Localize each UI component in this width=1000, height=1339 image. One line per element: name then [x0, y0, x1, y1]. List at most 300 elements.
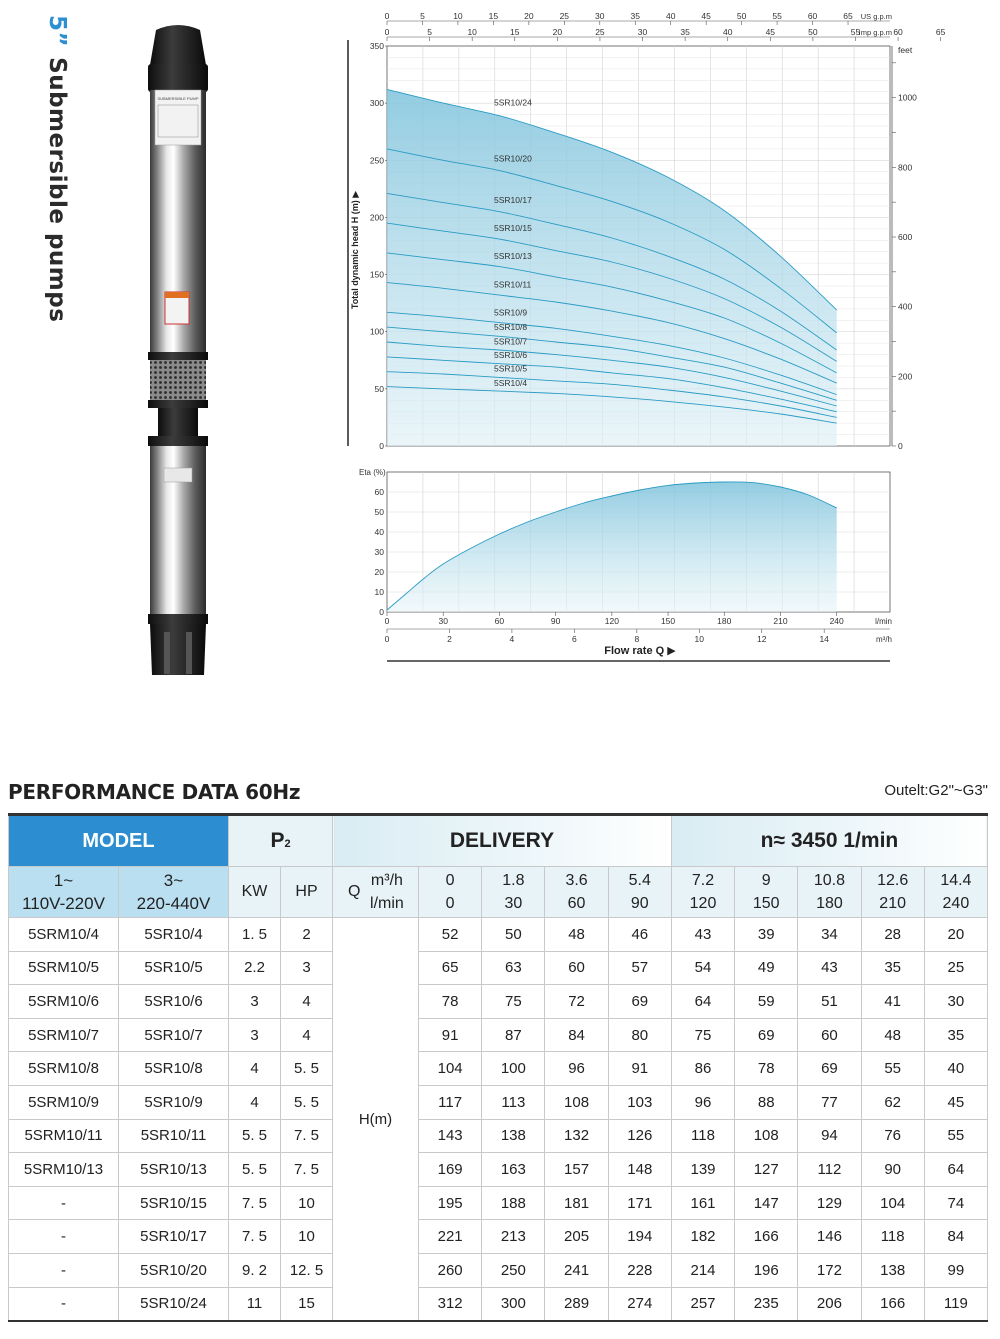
us-gpm-tick-label: 45 — [701, 11, 711, 21]
head-value: 20 — [924, 918, 987, 952]
y-tick-label: 50 — [374, 383, 384, 394]
imp-gpm-tick-label: 45 — [765, 27, 776, 37]
power-hp: 5. 5 — [281, 1085, 333, 1119]
flow-header-5 — [735, 867, 798, 918]
head-value: 138 — [482, 1119, 545, 1153]
head-value: 171 — [608, 1186, 671, 1220]
eta-y-tick-label: 30 — [374, 547, 384, 557]
flow-units-header — [333, 867, 419, 918]
head-value: 64 — [671, 985, 734, 1019]
flow-m3h-value: 9 — [761, 872, 771, 889]
head-value: 39 — [735, 918, 798, 952]
table-row — [9, 985, 988, 1019]
head-value: 49 — [735, 951, 798, 985]
power-hp: 4 — [281, 1018, 333, 1052]
charts — [340, 10, 946, 665]
power-kw: 4 — [229, 1052, 281, 1086]
head-value: 96 — [671, 1085, 734, 1119]
head-value: 91 — [608, 1052, 671, 1086]
power-hp: 4 — [281, 985, 333, 1019]
flow-lmin-value: 30 — [504, 895, 523, 912]
imp-gpm-tick-label: 65 — [935, 27, 946, 37]
flow-lmin-value: 240 — [942, 895, 970, 912]
y-axis-label: Total dynamic head H (m) ▶ — [350, 190, 360, 310]
m3h-tick-label: 4 — [509, 634, 515, 644]
imp-gpm-tick-label: 40 — [722, 27, 733, 37]
head-value: 169 — [419, 1153, 482, 1187]
head-value: 43 — [798, 951, 861, 985]
head-value: 80 — [608, 1018, 671, 1052]
head-value: 289 — [545, 1287, 608, 1321]
head-value: 99 — [924, 1253, 987, 1287]
power-hp: 15 — [281, 1287, 333, 1321]
curve-label: 5SR10/8 — [494, 322, 528, 332]
head-value: 41 — [861, 985, 924, 1019]
y-tick-label: 100 — [369, 326, 384, 337]
flow-m3h-value: 10.8 — [813, 872, 845, 889]
head-value: 157 — [545, 1153, 608, 1187]
table-row — [9, 951, 988, 985]
model-single-phase: 5SRM10/8 — [9, 1052, 119, 1086]
curve-label: 5SR10/5 — [494, 363, 528, 374]
table-row — [9, 1186, 988, 1220]
model-single-phase: 5SRM10/5 — [9, 951, 119, 985]
hp-header: HP — [281, 867, 333, 918]
p2-label: P — [270, 829, 285, 852]
flow-lmin-value: 210 — [879, 895, 906, 912]
y-tick-label: 0 — [379, 441, 384, 451]
head-value: 235 — [735, 1287, 798, 1321]
us-gpm-tick-label: 0 — [384, 11, 390, 21]
head-chart — [348, 11, 946, 451]
model-single-phase: 5SRM10/9 — [9, 1085, 119, 1119]
eta-y-tick-label: 10 — [374, 587, 384, 597]
eta-y-tick-label: 40 — [374, 527, 384, 537]
unit-m3h: m³/h — [370, 872, 403, 889]
power-kw: 2.2 — [229, 951, 281, 985]
imp-gpm-label: Imp g.p.m — [858, 28, 892, 37]
head-value: 76 — [861, 1119, 924, 1153]
flow-header-6 — [798, 867, 861, 918]
flow-header-8 — [924, 867, 987, 918]
head-value: 60 — [798, 1018, 861, 1052]
flow-m3h-value: 3.6 — [565, 872, 588, 889]
power-hp: 7. 5 — [281, 1153, 333, 1187]
head-value: 72 — [545, 985, 608, 1019]
head-value: 50 — [482, 918, 545, 952]
head-value: 132 — [545, 1119, 608, 1153]
flow-m3h-value: 5.4 — [628, 872, 651, 889]
feet-tick-label: 200 — [898, 371, 913, 382]
m3h-tick-label: 6 — [572, 634, 577, 644]
side-title-text: Submersible pumps — [44, 57, 70, 323]
head-value: 55 — [861, 1052, 924, 1086]
head-value: 117 — [419, 1085, 482, 1119]
power-kw: 9. 2 — [229, 1253, 281, 1287]
head-value: 118 — [671, 1119, 734, 1153]
power-kw: 11 — [229, 1287, 281, 1321]
flow-m3h-value: 12.6 — [877, 872, 909, 889]
imp-gpm-tick-label: 0 — [384, 27, 390, 37]
performance-table — [8, 813, 988, 1322]
head-value: 69 — [608, 985, 671, 1019]
lmin-tick-label: 90 — [550, 616, 561, 626]
unit-lmin: l/min — [370, 895, 404, 912]
head-value: 90 — [861, 1153, 924, 1187]
head-value: 30 — [924, 985, 987, 1019]
head-value: 138 — [861, 1253, 924, 1287]
pump-image — [128, 20, 228, 685]
single-phase-label: 1~ — [53, 871, 74, 890]
outlet-size: Outelt:G2"~G3" — [884, 782, 988, 799]
lmin-tick-label: 180 — [717, 616, 732, 626]
head-value: 87 — [482, 1018, 545, 1052]
head-value: 28 — [861, 918, 924, 952]
imp-gpm-tick-label: 15 — [510, 27, 520, 37]
head-value: 112 — [798, 1153, 861, 1187]
us-gpm-tick-label: 50 — [736, 11, 747, 21]
head-value: 69 — [735, 1018, 798, 1052]
m3h-tick-label: 2 — [447, 634, 452, 644]
pump-brand-label: SUBMERSIBLE PUMP — [157, 96, 199, 101]
head-value: 74 — [924, 1186, 987, 1220]
flow-m3h-value: 14.4 — [940, 872, 972, 889]
imp-gpm-tick-label: 30 — [637, 27, 648, 37]
eta-y-tick-label: 0 — [379, 607, 384, 617]
table-row — [9, 1153, 988, 1187]
head-value: 163 — [482, 1153, 545, 1187]
power-kw: 4 — [229, 1085, 281, 1119]
head-value: 214 — [671, 1253, 734, 1287]
table-row — [9, 1287, 988, 1321]
side-title-number: 5” — [44, 15, 70, 48]
flow-lmin-value: 60 — [567, 895, 586, 912]
head-value: 181 — [545, 1186, 608, 1220]
y-tick-label: 200 — [369, 212, 384, 223]
head-value: 78 — [419, 985, 482, 1019]
head-value: 241 — [545, 1253, 608, 1287]
model-single-phase: 5SRM10/7 — [9, 1018, 119, 1052]
head-value: 260 — [419, 1253, 482, 1287]
head-value: 188 — [482, 1186, 545, 1220]
head-value: 205 — [545, 1220, 608, 1254]
model-header: MODEL — [9, 815, 229, 867]
table-units-row — [9, 867, 988, 918]
us-gpm-tick-label: 40 — [665, 11, 676, 21]
model-three-phase: 5SR10/9 — [119, 1085, 229, 1119]
head-value: 75 — [671, 1018, 734, 1052]
lmin-unit: l/min — [875, 617, 892, 626]
eta-y-tick-label: 60 — [374, 487, 384, 497]
head-value: 55 — [924, 1119, 987, 1153]
power-kw: 5. 5 — [229, 1119, 281, 1153]
table-row — [9, 1018, 988, 1052]
head-value: 104 — [861, 1186, 924, 1220]
us-gpm-tick-label: 20 — [524, 11, 534, 21]
head-value: 88 — [735, 1085, 798, 1119]
lmin-tick-label: 210 — [773, 616, 788, 626]
power-hp: 5. 5 — [281, 1052, 333, 1086]
head-value: 300 — [482, 1287, 545, 1321]
power-kw: 3 — [229, 1018, 281, 1052]
model-single-phase: 5SRM10/6 — [9, 985, 119, 1019]
feet-axis-label: feet — [898, 45, 913, 55]
head-value: 54 — [671, 951, 734, 985]
feet-tick-label: 1000 — [898, 92, 917, 103]
head-value: 35 — [924, 1018, 987, 1052]
head-value: 312 — [419, 1287, 482, 1321]
model-three-phase: 5SR10/20 — [119, 1253, 229, 1287]
m3h-unit: m³/h — [876, 635, 892, 644]
curve-label: 5SR10/15 — [494, 223, 532, 234]
us-gpm-tick-label: 55 — [772, 11, 782, 21]
table-row — [9, 1119, 988, 1153]
us-gpm-tick-label: 25 — [559, 11, 570, 21]
three-phase-label: 3~ — [163, 871, 184, 890]
feet-tick-label: 0 — [898, 441, 903, 451]
us-gpm-tick-label: 30 — [595, 11, 605, 21]
power-kw: 7. 5 — [229, 1186, 281, 1220]
flow-m3h-value: 1.8 — [502, 872, 525, 889]
model-single-phase: - — [9, 1253, 119, 1287]
lmin-tick-label: 240 — [829, 616, 844, 626]
p2-subscript: 2 — [284, 838, 291, 850]
head-value: 172 — [798, 1253, 861, 1287]
head-value: 100 — [482, 1052, 545, 1086]
head-value: 103 — [608, 1085, 671, 1119]
head-value: 57 — [608, 951, 671, 985]
kw-header: KW — [229, 867, 281, 918]
model-three-phase: 5SR10/17 — [119, 1220, 229, 1254]
head-value: 75 — [482, 985, 545, 1019]
head-value: 59 — [735, 985, 798, 1019]
lmin-tick-label: 0 — [384, 616, 390, 626]
flow-header-4 — [671, 867, 734, 918]
head-value: 113 — [482, 1085, 545, 1119]
curve-label: 5SR10/4 — [494, 378, 528, 388]
head-value: 250 — [482, 1253, 545, 1287]
head-value: 126 — [608, 1119, 671, 1153]
head-value: 84 — [545, 1018, 608, 1052]
head-value: 206 — [798, 1287, 861, 1321]
model-three-phase: 5SR10/15 — [119, 1186, 229, 1220]
flow-m3h-value: 0 — [445, 872, 455, 889]
head-value: 64 — [924, 1153, 987, 1187]
head-value: 195 — [419, 1186, 482, 1220]
head-value: 45 — [924, 1085, 987, 1119]
head-value: 51 — [798, 985, 861, 1019]
head-value: 146 — [798, 1220, 861, 1254]
feet-tick-label: 400 — [898, 301, 913, 312]
head-value: 25 — [924, 951, 987, 985]
us-gpm-tick-label: 10 — [453, 11, 463, 21]
curve-label: 5SR10/13 — [494, 251, 532, 262]
power-hp: 12. 5 — [281, 1253, 333, 1287]
imp-gpm-tick-label: 35 — [680, 27, 690, 37]
eta-y-tick-label: 50 — [374, 507, 384, 517]
head-value: 69 — [798, 1052, 861, 1086]
flow-lmin-value: 180 — [816, 895, 843, 912]
flow-header-0 — [419, 867, 482, 918]
single-phase-voltage: 110V-220V — [22, 894, 105, 913]
head-value: 196 — [735, 1253, 798, 1287]
head-value: 108 — [735, 1119, 798, 1153]
lmin-tick-label: 60 — [494, 616, 505, 626]
model-single-phase: 5SRM10/11 — [9, 1119, 119, 1153]
head-value: 274 — [608, 1287, 671, 1321]
table-row — [9, 1085, 988, 1119]
model-three-phase: 5SR10/24 — [119, 1287, 229, 1321]
single-phase-header — [9, 867, 119, 918]
model-three-phase: 5SR10/4 — [119, 918, 229, 952]
y-tick-label: 300 — [369, 98, 384, 109]
power-kw: 5. 5 — [229, 1153, 281, 1187]
head-value: 228 — [608, 1253, 671, 1287]
head-value: 46 — [608, 918, 671, 952]
head-value: 60 — [545, 951, 608, 985]
performance-title: PERFORMANCE DATA 60Hz — [8, 780, 301, 804]
head-value: 129 — [798, 1186, 861, 1220]
model-single-phase: - — [9, 1220, 119, 1254]
us-gpm-tick-label: 15 — [488, 11, 499, 21]
head-value: 63 — [482, 951, 545, 985]
head-value: 147 — [735, 1186, 798, 1220]
table-row — [9, 1220, 988, 1254]
feet-tick-label: 800 — [898, 162, 913, 173]
eta-y-axis-label: Eta (%) — [359, 468, 386, 477]
flow-m3h-value: 7.2 — [691, 872, 715, 889]
head-value: 213 — [482, 1220, 545, 1254]
curve-label: 5SR10/6 — [494, 350, 528, 360]
head-value: 166 — [735, 1220, 798, 1254]
side-title — [30, 15, 70, 323]
flow-header-3 — [608, 867, 671, 918]
power-kw: 1. 5 — [229, 918, 281, 952]
model-single-phase: - — [9, 1287, 119, 1321]
us-gpm-tick-label: 35 — [630, 11, 640, 21]
flow-header-7 — [861, 867, 924, 918]
head-value: 94 — [798, 1119, 861, 1153]
q-label: Q — [348, 883, 361, 900]
y-tick-label: 250 — [369, 155, 384, 166]
lmin-tick-label: 150 — [660, 616, 676, 626]
m3h-tick-label: 10 — [694, 634, 705, 644]
head-value: 43 — [671, 918, 734, 952]
us-gpm-tick-label: 60 — [807, 11, 818, 21]
head-value: 161 — [671, 1186, 734, 1220]
curve-label: 5SR10/9 — [494, 307, 528, 318]
head-value: 52 — [419, 918, 482, 952]
flow-lmin-value: 90 — [630, 895, 649, 912]
power-hp: 10 — [281, 1220, 333, 1254]
model-three-phase: 5SR10/6 — [119, 985, 229, 1019]
model-three-phase: 5SR10/8 — [119, 1052, 229, 1086]
power-hp: 10 — [281, 1186, 333, 1220]
table-row — [9, 918, 988, 952]
model-three-phase: 5SR10/11 — [119, 1119, 229, 1153]
head-value: 34 — [798, 918, 861, 952]
y-tick-label: 150 — [369, 269, 384, 280]
model-three-phase: 5SR10/5 — [119, 951, 229, 985]
imp-gpm-tick-label: 10 — [467, 27, 477, 37]
table-row — [9, 1052, 988, 1086]
flow-lmin-value: 120 — [689, 895, 717, 912]
p2-header — [229, 815, 333, 867]
model-three-phase: 5SR10/13 — [119, 1153, 229, 1187]
model-single-phase: 5SRM10/13 — [9, 1153, 119, 1187]
three-phase-header — [119, 867, 229, 918]
head-value: 127 — [735, 1153, 798, 1187]
three-phase-voltage: 220-440V — [136, 894, 211, 913]
head-value: 166 — [861, 1287, 924, 1321]
imp-gpm-tick-label: 55 — [850, 27, 861, 37]
efficiency-chart — [359, 468, 892, 661]
flow-rate-label: Flow rate Q ▶ — [604, 645, 676, 657]
head-value: 108 — [545, 1085, 608, 1119]
head-value: 65 — [419, 951, 482, 985]
head-value: 221 — [419, 1220, 482, 1254]
lmin-tick-label: 30 — [438, 616, 448, 626]
imp-gpm-tick-label: 50 — [808, 27, 818, 37]
head-value: 182 — [671, 1220, 734, 1254]
y-tick-label: 350 — [369, 41, 384, 51]
m3h-tick-label: 14 — [819, 634, 829, 644]
imp-gpm-tick-label: 25 — [595, 27, 605, 37]
head-value: 148 — [608, 1153, 671, 1187]
model-single-phase: 5SRM10/4 — [9, 918, 119, 952]
head-value: 96 — [545, 1052, 608, 1086]
m3h-tick-label: 0 — [384, 634, 390, 644]
model-single-phase: - — [9, 1186, 119, 1220]
head-value: 77 — [798, 1085, 861, 1119]
power-hp: 7. 5 — [281, 1119, 333, 1153]
imp-gpm-tick-label: 20 — [552, 27, 563, 37]
flow-header-2 — [545, 867, 608, 918]
head-value: 104 — [419, 1052, 482, 1086]
head-value: 40 — [924, 1052, 987, 1086]
head-value: 139 — [671, 1153, 734, 1187]
head-value: 78 — [735, 1052, 798, 1086]
curve-label: 5SR10/17 — [494, 195, 532, 206]
eta-y-tick-label: 20 — [374, 567, 384, 577]
head-value: 143 — [419, 1119, 482, 1153]
us-gpm-label: US g.p.m — [860, 12, 892, 21]
table-row — [9, 1253, 988, 1287]
flow-header-1 — [482, 867, 545, 918]
head-value: 84 — [924, 1220, 987, 1254]
lmin-tick-label: 120 — [604, 616, 619, 626]
us-gpm-tick-label: 65 — [843, 11, 853, 21]
head-value: 194 — [608, 1220, 671, 1254]
us-gpm-tick-label: 5 — [420, 11, 425, 21]
head-value: 91 — [419, 1018, 482, 1052]
head-value: 35 — [861, 951, 924, 985]
curve-label: 5SR10/11 — [494, 279, 532, 290]
head-value: 118 — [861, 1220, 924, 1254]
table-header-row — [9, 815, 988, 867]
m3h-tick-label: 12 — [757, 634, 767, 644]
curve-label: 5SR10/24 — [494, 97, 532, 108]
power-hp: 3 — [281, 951, 333, 985]
power-kw: 3 — [229, 985, 281, 1019]
head-value: 86 — [671, 1052, 734, 1086]
flow-lmin-value: 150 — [752, 895, 780, 912]
head-value: 119 — [924, 1287, 987, 1321]
head-value: 257 — [671, 1287, 734, 1321]
model-three-phase: 5SR10/7 — [119, 1018, 229, 1052]
head-value: 62 — [861, 1085, 924, 1119]
head-unit-label: H(m) — [333, 918, 419, 1322]
